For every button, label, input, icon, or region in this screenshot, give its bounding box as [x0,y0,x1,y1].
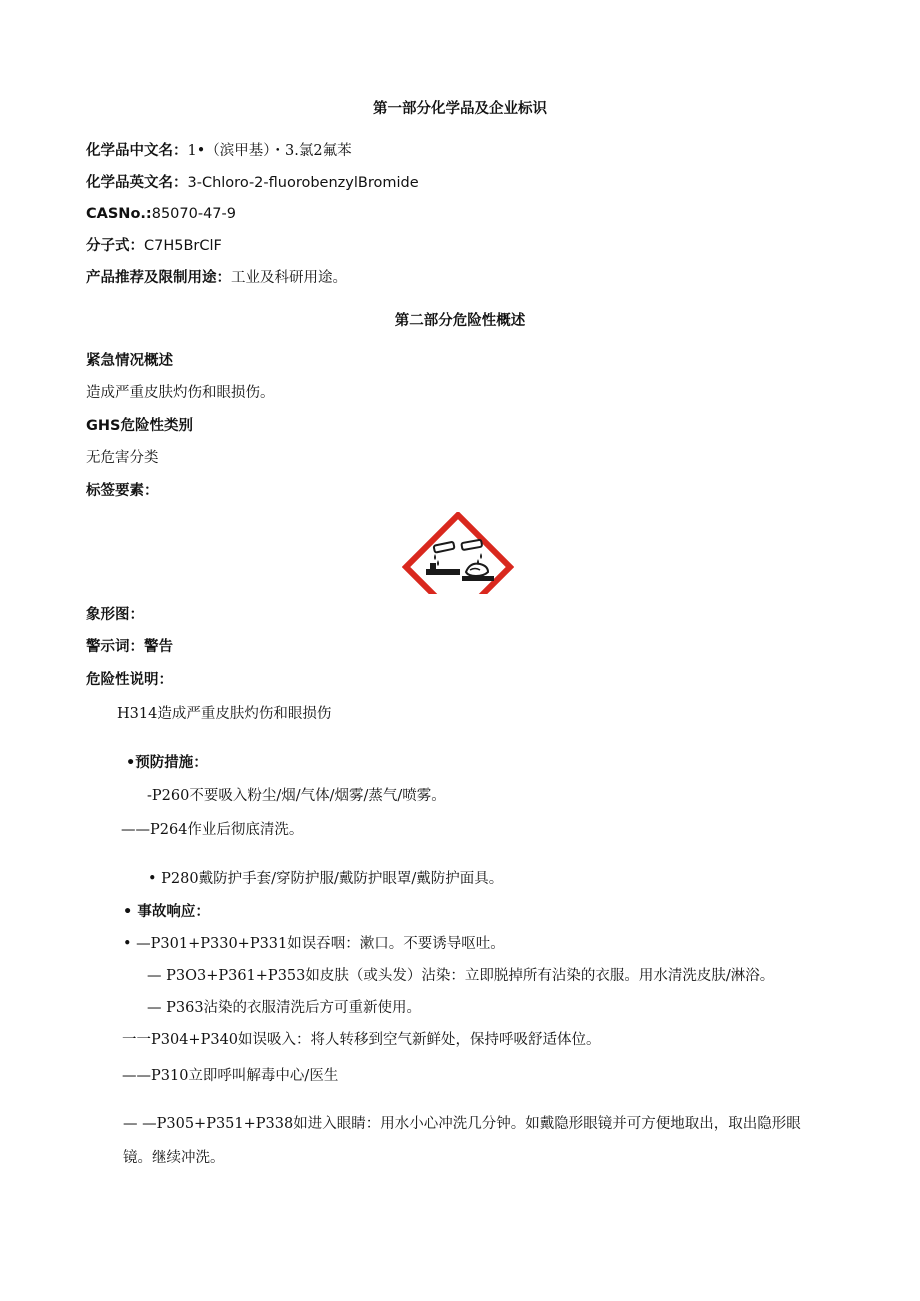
p264-statement: ——P264作业后彻底清洗。 [121,822,304,838]
cas-value: 85070-47-9 [151,206,236,222]
signal-word-value: 警告 [144,639,173,655]
hazard-statement-label: 危险性说明： [86,672,173,688]
emergency-heading: 紧急情况概述 [86,353,173,369]
section1-title: 第一部分化学品及企业标识 [373,101,547,117]
emergency-text: 造成严重皮肤灼伤和眼损伤。 [86,385,275,401]
p304-statement: 一一P304+P340如误吸入：将人转移到空气新鲜处，保持呼吸舒适体位。 [122,1032,601,1048]
p260-statement: -P260不要吸入粉尘/烟/气体/烟雾/蒸气/喷雾。 [147,788,446,804]
response-heading: • 事故响应： [123,904,210,920]
cas-label: CASNo.: [86,206,152,222]
p363-statement: — P363沾染的衣服清洗后方可重新使用。 [147,1000,422,1016]
signal-word-row [86,637,173,657]
use-label: 产品推荐及限制用途： [86,270,231,286]
p303-statement: — P3O3+P361+P353如皮肤（或头发）沾染：立即脱掉所有沾染的衣服。用水清洗皮肤/淋浴。 [147,968,775,984]
cn-name-value: 1•（滨甲基）・3.氯2氟苯 [187,143,352,159]
cn-name-label: 化学品中文名： [86,143,188,159]
en-name-row [86,173,419,193]
p301-statement: • —P301+P330+P331如误吞咽：漱口。不要诱导呕吐。 [123,936,505,952]
use-value: 工业及科研用途。 [231,270,347,286]
pictogram-label: 象形图： [86,607,144,623]
cas-row [86,204,236,224]
ghs05-corrosion-icon [402,512,514,594]
formula-row [86,236,222,256]
use-row [86,268,347,288]
prevention-heading: •预防措施： [126,755,208,771]
formula-label: 分子式： [86,238,144,254]
ghs-text: 无危害分类 [86,450,159,466]
h314-statement: H314造成严重皮肤灼伤和眼损伤 [117,706,332,722]
section2-title: 第二部分危险性概述 [394,313,526,329]
label-elements-heading: 标签要素： [86,483,159,499]
p305-statement-line2: 镜。继续冲洗。 [123,1150,225,1166]
en-name-value: 3-Chloro-2-fluorobenzylBromide [187,175,419,191]
ghs-heading: GHS危险性类别 [86,418,193,434]
signal-word-label: 警示词： [86,639,144,655]
cn-name-row [86,141,352,161]
formula-value: C7H5BrClF [144,238,222,254]
p305-statement-line1: — —P305+P351+P338如进入眼睛：用水小心冲洗几分钟。如戴隐形眼镜并可方便地取出，取出隐形眼 [123,1116,801,1132]
p310-statement: ——P310立即呼叫解毒中心/医生 [122,1068,339,1084]
en-name-label: 化学品英文名： [86,175,188,191]
p280-statement: • P280戴防护手套/穿防护服/戴防护眼罩/戴防护面具。 [148,871,504,887]
